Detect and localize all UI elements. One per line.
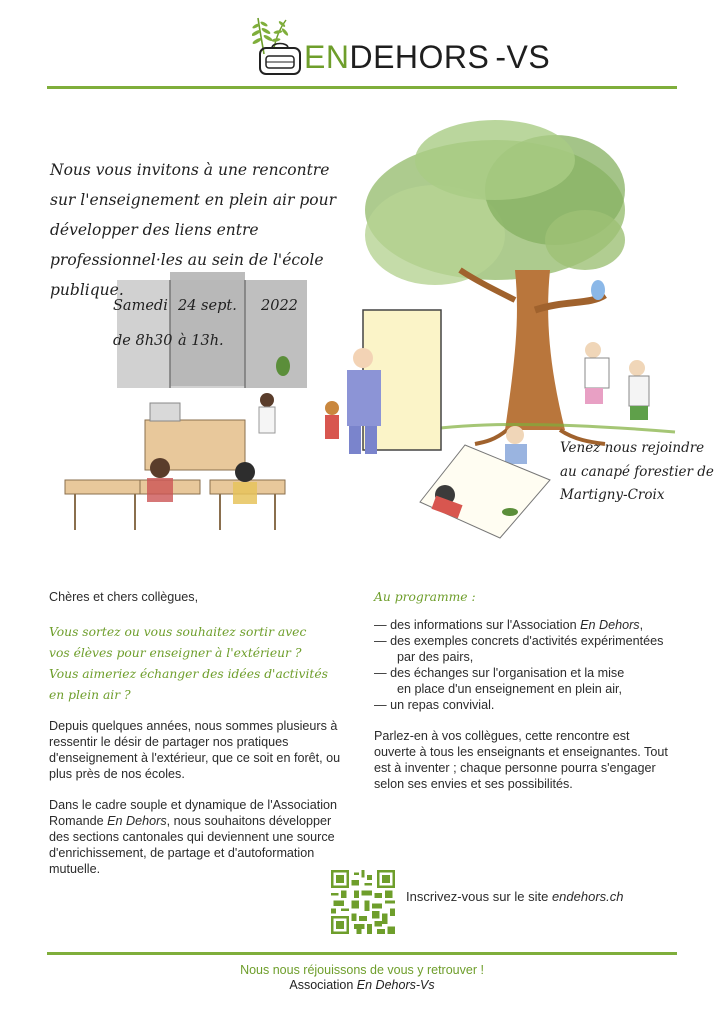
fern-backpack-icon xyxy=(252,14,312,78)
paragraph-2-text-a: Dans le cadre souple et dynamique de l'Association Romande xyxy=(49,798,338,828)
board-date: 24 sept. xyxy=(178,298,237,314)
logo xyxy=(252,14,551,78)
logo-vs: -VS xyxy=(495,39,551,75)
board-time-from: de 8h30 xyxy=(113,333,173,349)
footer-signature-emphasis: En Dehors-Vs xyxy=(356,978,435,992)
header-divider xyxy=(47,86,677,89)
programme-title: Au programme : xyxy=(374,590,476,604)
logo-dehors: DEHORS xyxy=(349,39,490,75)
programme-item-3: — des échanges sur l'organisation et la mise xyxy=(374,666,625,680)
signup-link[interactable]: endehors.ch xyxy=(551,889,624,904)
question-line-2: vos élèves pour enseigner à l'extérieur ? xyxy=(49,646,302,660)
paragraph-2-text-b: , nous souhaitons développer des sections cantonales qui deviennent une source d'enrichissement, de partage et d'autoformation mutuelle. xyxy=(49,814,335,876)
right-column xyxy=(374,587,694,807)
board-time-to: à 13h. xyxy=(178,333,224,349)
intro-text: Nous vous invitons à une rencontre sur l'enseignement en plein air pour développer des liens entre professionnel·les au sein de l'école publique. xyxy=(50,161,337,299)
reading-kids xyxy=(585,342,649,420)
programme-item-1-text-b: , xyxy=(639,618,644,632)
paper-sheet xyxy=(420,445,550,538)
closing-paragraph: Parlez-en à vos collègues, cette rencontre est ouverte à tous les enseignants et enseignantes. Tout est à inventer ; chaque personne pourra s'engager selon ses envies et ses possibilités. xyxy=(374,729,668,791)
question-line-4: en plein air ? xyxy=(49,688,131,702)
footer-signature xyxy=(0,978,724,992)
question-line-3: Vous aimeriez échanger des idées d'activités xyxy=(49,667,328,681)
left-column xyxy=(49,589,349,892)
footer-signature-text: Association xyxy=(289,978,357,992)
laptop-icon xyxy=(150,403,180,421)
bird-icon xyxy=(591,280,605,300)
child-walking xyxy=(325,401,339,439)
footer-greeting: Nous nous réjouissons de vous y retrouver ! xyxy=(240,963,484,977)
girl-sitting xyxy=(505,426,527,464)
programme-item-2-cont: par des pairs, xyxy=(397,650,474,664)
programme-item-1 xyxy=(374,617,694,633)
question-line-1: Vous sortez ou vous souhaitez sortir avec xyxy=(49,625,307,639)
qr-code-icon[interactable] xyxy=(331,870,395,934)
board-year: 2022 xyxy=(261,298,298,314)
location-caption: Venez nous rejoindre au canapé forestier de Martigny-Croix xyxy=(560,440,714,503)
paragraph-2-emphasis: En Dehors xyxy=(107,814,167,828)
programme-item-4: — un repas convivial. xyxy=(374,698,495,712)
footer-divider xyxy=(47,952,677,955)
programme-item-2: — des exemples concrets d'activités expérimentées xyxy=(374,634,664,648)
signup-label-text: Inscrivez-vous sur le site xyxy=(406,889,552,904)
logo-en: EN xyxy=(304,39,350,75)
logo-wordmark xyxy=(304,39,550,76)
programme-item-1-emphasis: En Dehors xyxy=(580,618,640,632)
programme-item-3-cont: en place d'un enseignement en plein air, xyxy=(397,682,623,696)
paragraph-2 xyxy=(49,797,349,877)
programme-item-1-text-a: — des informations sur l'Association xyxy=(374,618,581,632)
signup-label xyxy=(406,889,624,904)
board-day: Samedi xyxy=(113,298,168,314)
paragraph-1: Depuis quelques années, nous sommes plusieurs à ressentir le désir de partager nos pratiques d'enseignement à l'extérieur, que ce soit en forêt, ou plus près de nos écoles. xyxy=(49,719,341,781)
greeting: Chères et chers collègues, xyxy=(49,590,199,604)
